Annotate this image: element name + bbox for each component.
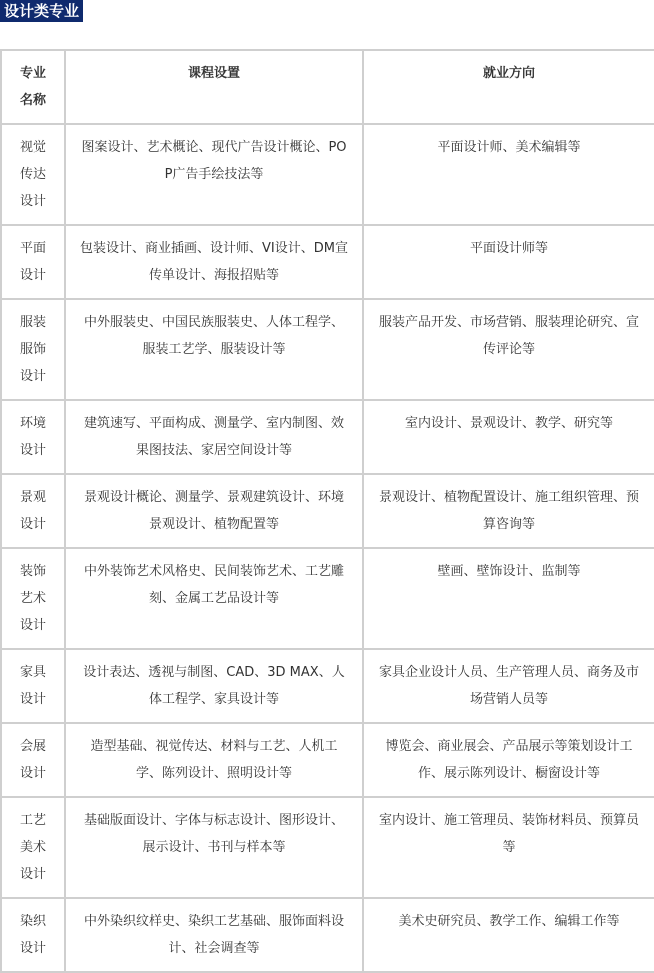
major-name-cell: 染织设计 [1,898,65,972]
header-courses: 课程设置 [65,50,363,124]
major-name-cell: 装饰艺术设计 [1,548,65,649]
courses-cell: 基础版面设计、字体与标志设计、图形设计、展示设计、书刊与样本等 [65,797,363,898]
table-row [1,474,654,548]
careers-cell: 壁画、壁饰设计、监制等 [363,548,654,649]
table-row [1,124,654,225]
courses-cell: 中外染织纹样史、染织工艺基础、服饰面料设计、社会调查等 [65,898,363,972]
courses-cell: 景观设计概论、测量学、景观建筑设计、环境景观设计、植物配置等 [65,474,363,548]
courses-cell: 包装设计、商业插画、设计师、VI设计、DM宣传单设计、海报招贴等 [65,225,363,299]
careers-cell: 平面设计师、美术编辑等 [363,124,654,225]
careers-cell: 博览会、商业展会、产品展示等策划设计工作、展示陈列设计、橱窗设计等 [363,723,654,797]
page-title: 设计类专业 [0,0,83,22]
major-name-cell: 环境设计 [1,400,65,474]
table-row [1,898,654,972]
careers-cell: 服装产品开发、市场营销、服装理论研究、宣传评论等 [363,299,654,400]
header-careers: 就业方向 [363,50,654,124]
courses-cell: 中外装饰艺术风格史、民间装饰艺术、工艺雕刻、金属工艺品设计等 [65,548,363,649]
careers-cell: 美术史研究员、教学工作、编辑工作等 [363,898,654,972]
table-row [1,548,654,649]
careers-cell: 家具企业设计人员、生产管理人员、商务及市场营销人员等 [363,649,654,723]
courses-cell: 设计表达、透视与制图、CAD、3D MAX、人体工程学、家具设计等 [65,649,363,723]
major-table [0,49,654,973]
header-major-name: 专业名称 [1,50,65,124]
table-row [1,400,654,474]
courses-cell: 建筑速写、平面构成、测量学、室内制图、效果图技法、家居空间设计等 [65,400,363,474]
major-name-cell: 服装服饰设计 [1,299,65,400]
table-row [1,299,654,400]
table-header-row [1,50,654,124]
major-name-cell: 工艺美术设计 [1,797,65,898]
major-name-cell: 视觉传达设计 [1,124,65,225]
courses-cell: 中外服装史、中国民族服装史、人体工程学、服装工艺学、服装设计等 [65,299,363,400]
major-name-cell: 平面设计 [1,225,65,299]
careers-cell: 平面设计师等 [363,225,654,299]
courses-cell: 图案设计、艺术概论、现代广告设计概论、POP广告手绘技法等 [65,124,363,225]
careers-cell: 室内设计、施工管理员、装饰材料员、预算员等 [363,797,654,898]
careers-cell: 景观设计、植物配置设计、施工组织管理、预算咨询等 [363,474,654,548]
major-name-cell: 会展设计 [1,723,65,797]
major-name-cell: 家具设计 [1,649,65,723]
courses-cell: 造型基础、视觉传达、材料与工艺、人机工学、陈列设计、照明设计等 [65,723,363,797]
table-row [1,797,654,898]
table-row [1,649,654,723]
major-name-cell: 景观设计 [1,474,65,548]
table-row [1,225,654,299]
table-row [1,723,654,797]
careers-cell: 室内设计、景观设计、教学、研究等 [363,400,654,474]
